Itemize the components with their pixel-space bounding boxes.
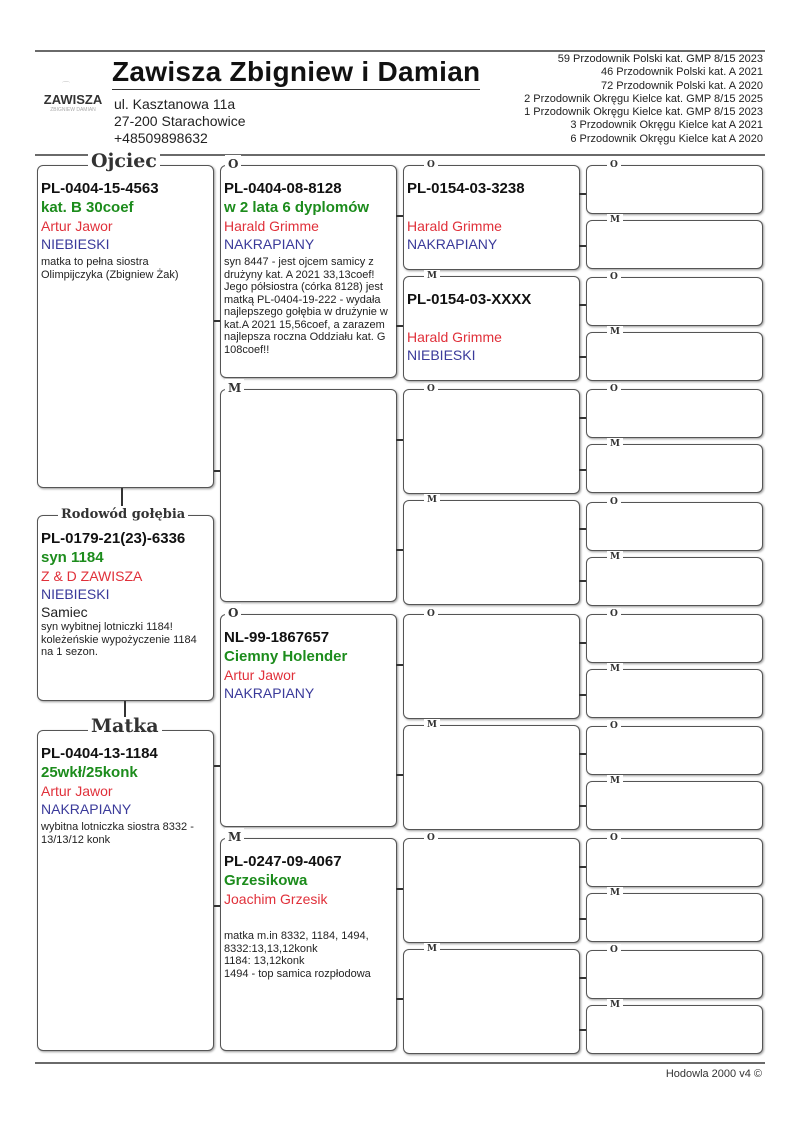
sire-card [586, 272, 763, 326]
pigeon-name: Ciemny Holender [224, 648, 348, 665]
parent-label: O [225, 155, 241, 173]
award-item: 59 Przodownik Polski kat. GMP 8/15 2023 [557, 53, 763, 65]
logo-name: ZAWISZA [43, 92, 103, 107]
parent-label: M [607, 999, 623, 1011]
parent-label: O [424, 159, 438, 171]
sire-card [586, 609, 763, 663]
logo-bird-icon: ⌒ [62, 81, 70, 90]
pigeon-color: NAKRAPIANY [224, 685, 315, 701]
connector-line [579, 469, 586, 471]
connector-line [396, 998, 403, 1000]
sire-card [586, 497, 763, 551]
connector-line [579, 245, 586, 247]
pigeon-sex: Samiec [41, 604, 88, 620]
parent-label: M [607, 663, 623, 675]
connector-line [579, 866, 586, 868]
connector-line [579, 694, 586, 696]
connector-line [579, 304, 586, 306]
award-item: 46 Przodownik Polski kat. A 2021 [600, 66, 763, 79]
sire-card [586, 160, 763, 214]
pigeon-color: NAKRAPIANY [41, 801, 132, 817]
breeder-logo [40, 80, 106, 113]
connector-line [396, 774, 403, 776]
mother-card [37, 715, 214, 1051]
sire-card [403, 609, 580, 719]
connector-line [396, 888, 403, 890]
parent-label: M [607, 326, 623, 338]
pigeon-color: NIEBIESKI [41, 586, 110, 602]
sire-card [220, 157, 397, 378]
parent-label: O [607, 832, 621, 844]
pigeon-notes: matka to pełna siostra Olimpijczyka (Zbigniew Żak) [41, 256, 179, 281]
parent-label: M [424, 494, 440, 506]
address-city: 27-200 Starachowice [114, 113, 246, 129]
pigeon-color: NIEBIESKI [41, 236, 110, 252]
address-street: ul. Kasztanowa 11a [114, 96, 236, 112]
ring-number: PL-0247-09-4067 [224, 853, 342, 870]
parent-label: M [225, 379, 244, 397]
sire-card [586, 833, 763, 887]
pigeon-notes: matka m.in 8332, 1184, 1494, 8332:13,13,12konk 1184: 13,12konk 1494 - top samica rozpłodowa [224, 930, 371, 980]
mother-label: Matka [88, 717, 162, 735]
header-top-divider [35, 50, 765, 52]
sire-card [586, 384, 763, 438]
parent-label: M [607, 551, 623, 563]
award-item: 6 Przodownik Okręgu Kielce kat A 2020 [570, 132, 763, 145]
parent-label: M [607, 214, 623, 226]
parent-label: O [607, 271, 621, 283]
parent-label: M [607, 438, 623, 450]
ring-number: PL-0404-08-8128 [224, 180, 342, 197]
award-item: 72 Przodownik Polski kat. A 2020 [600, 79, 763, 92]
parent-label: O [607, 159, 621, 171]
sire-card [403, 384, 580, 494]
sire-card [403, 833, 580, 943]
parent-label: M [607, 887, 623, 899]
parent-label: O [225, 604, 241, 622]
parent-label: O [607, 608, 621, 620]
connector-line [579, 977, 586, 979]
award-item: 1 Przodownik Okręgu Kielce kat. GMP 8/15 2023 [524, 106, 763, 119]
connector-line [579, 528, 586, 530]
dam-card [403, 944, 580, 1054]
dam-card [403, 720, 580, 830]
connector-line [579, 753, 586, 755]
sire-card [403, 160, 580, 270]
phone-number: +48509898632 [114, 130, 208, 146]
pigeon-card [37, 507, 214, 701]
connector-line [396, 215, 403, 217]
parent-label: M [607, 775, 623, 787]
parent-label: O [607, 720, 621, 732]
dam-card [586, 776, 763, 830]
breeder-address [114, 96, 246, 147]
parent-label: M [424, 943, 440, 955]
dam-card [220, 381, 397, 602]
dam-card [586, 664, 763, 718]
award-item: 3 Przodownik Okręgu Kielce kat A 2021 [570, 119, 763, 132]
dam-card [586, 1000, 763, 1054]
connector-line [214, 905, 220, 907]
parent-label: O [424, 383, 438, 395]
parent-label: O [607, 944, 621, 956]
connector-line [214, 320, 220, 322]
pigeon-notes: syn 8447 - jest ojcem samicy z drużyny kat. A 2021 33,13coef! Jego półsiostra (córka 8128) jest matką PL-0404-19-222 - wydała najlepszego gołębia w drużynie w kat.A 2021 15,56coef, a zarazem najlepsza roczna Oddziału kat. G 108coef!! [224, 256, 388, 356]
dam-card [586, 439, 763, 493]
connector-line [579, 642, 586, 644]
connector-line [214, 470, 220, 472]
pigeon-color: NIEBIESKI [407, 347, 476, 363]
pigeon-name: kat. B 30coef [41, 199, 134, 216]
breeder-name: Harald Grimme [407, 329, 502, 345]
sire-card [586, 945, 763, 999]
parent-label: M [225, 828, 244, 846]
breeder-name: Joachim Grzesik [224, 891, 328, 907]
pigeon-notes: syn wybitnej lotniczki 1184! koleżeńskie wypożyczenie 1184 na 1 sezon. [41, 621, 197, 658]
awards-list [524, 53, 763, 146]
connector-line [396, 439, 403, 441]
connector-line [579, 1029, 586, 1031]
connector-line [214, 765, 220, 767]
dam-card [586, 552, 763, 606]
father-card [37, 150, 214, 488]
pigeon-name: 25wkł/25konk [41, 764, 138, 781]
ring-number: PL-0179-21(23)-6336 [41, 530, 186, 547]
parent-label: M [424, 270, 440, 282]
breeder-name: Z & D ZAWISZA [41, 568, 143, 584]
breeder-title: Zawisza Zbigniew i Damian [112, 56, 480, 90]
connector-line [579, 918, 586, 920]
father-label: Ojciec [88, 152, 160, 170]
logo-subtitle: ZBIGNIEW DAMIAN [50, 107, 96, 113]
ring-number: NL-99-1867657 [224, 629, 330, 646]
dam-card [586, 327, 763, 381]
pigeon-label: Rodowód gołębia [58, 506, 188, 524]
parent-label: O [607, 383, 621, 395]
breeder-name: Artur Jawor [224, 667, 296, 683]
pigeon-name: w 2 lata 6 dyplomów [224, 199, 370, 216]
breeder-name: Artur Jawor [41, 783, 113, 799]
connector-line [579, 805, 586, 807]
parent-label: O [607, 496, 621, 508]
dam-card [586, 888, 763, 942]
connector-line [579, 417, 586, 419]
connector-line [396, 664, 403, 666]
connector-line [396, 325, 403, 327]
connector-line [579, 193, 586, 195]
sire-card [586, 721, 763, 775]
dam-card [586, 215, 763, 269]
footer-credit: Hodowla 2000 v4 © [665, 1068, 762, 1080]
pigeon-color: NAKRAPIANY [224, 236, 315, 252]
ring-number: PL-0154-03-3238 [407, 180, 525, 197]
sire-card [220, 606, 397, 827]
breeder-name: Artur Jawor [41, 218, 113, 234]
breeder-name: Harald Grimme [224, 218, 319, 234]
award-item: 2 Przodownik Okręgu Kielce kat. GMP 8/15 2025 [524, 92, 763, 105]
parent-label: O [424, 608, 438, 620]
dam-card [403, 271, 580, 381]
dam-card [403, 495, 580, 605]
pigeon-notes: wybitna lotniczka siostra 8332 - 13/13/12 konk [41, 821, 194, 846]
footer-divider [35, 1062, 765, 1064]
connector-line [396, 549, 403, 551]
ring-number: PL-0404-15-4563 [41, 180, 159, 197]
ring-number: PL-0154-03-XXXX [407, 291, 532, 308]
parent-label: M [424, 719, 440, 731]
ring-number: PL-0404-13-1184 [41, 745, 158, 762]
dam-card [220, 830, 397, 1051]
pigeon-name: Grzesikowa [224, 872, 308, 889]
parent-label: O [424, 832, 438, 844]
connector-line [579, 356, 586, 358]
pigeon-name: syn 1184 [41, 549, 104, 566]
connector-line [579, 580, 586, 582]
pigeon-color: NAKRAPIANY [407, 236, 498, 252]
breeder-name: Harald Grimme [407, 218, 502, 234]
